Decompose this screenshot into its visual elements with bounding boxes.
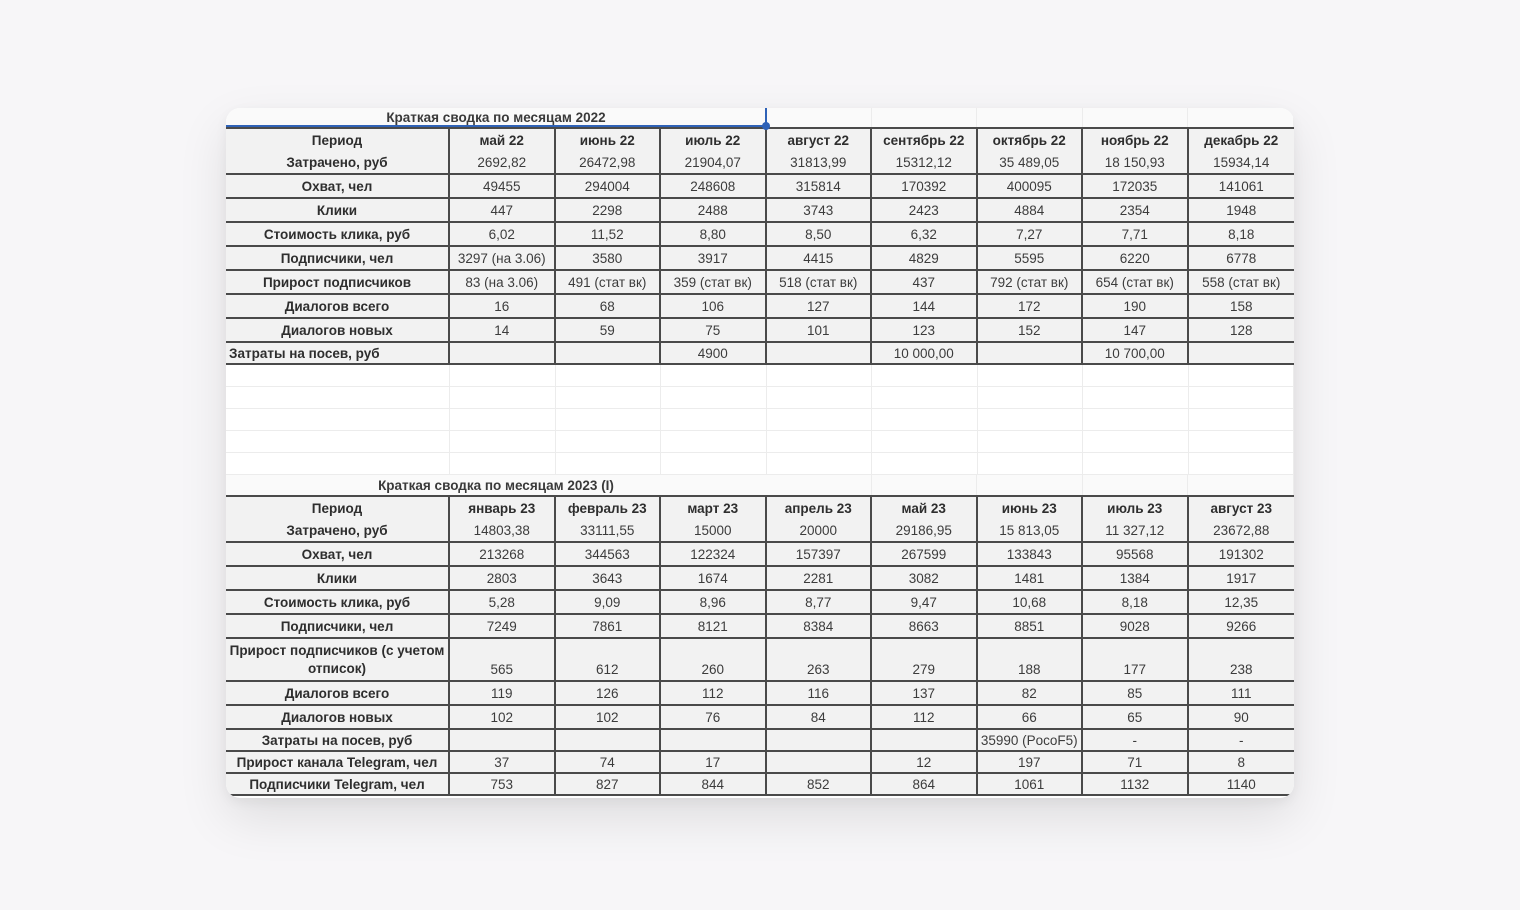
data-cell[interactable]: 2692,82 (450, 151, 556, 175)
data-cell[interactable]: 753 (450, 774, 556, 796)
data-cell[interactable]: 864 (872, 774, 978, 796)
data-cell[interactable]: 191302 (1189, 543, 1295, 567)
data-cell[interactable]: 65 (1083, 706, 1189, 730)
data-cell[interactable]: 112 (661, 682, 767, 706)
empty-row (226, 409, 1294, 431)
data-cell[interactable]: 9266 (1189, 615, 1295, 639)
data-cell[interactable]: 4900 (661, 343, 767, 365)
data-cell[interactable]: 1140 (1189, 774, 1295, 796)
data-cell[interactable]: 10 700,00 (1083, 343, 1189, 365)
data-cell[interactable]: 157397 (767, 543, 873, 567)
month-header[interactable]: октябрь 22 (978, 129, 1084, 153)
data-cell[interactable]: 111 (1189, 682, 1295, 706)
data-cell[interactable]: 133843 (978, 543, 1084, 567)
data-cell[interactable]: 84 (767, 706, 873, 730)
data-cell[interactable]: 23672,88 (1189, 519, 1295, 543)
data-cell[interactable]: 3917 (661, 247, 767, 271)
data-cell[interactable]: 33111,55 (556, 519, 662, 543)
empty-cell[interactable] (872, 409, 978, 431)
data-cell[interactable] (450, 730, 556, 752)
empty-cell[interactable] (1083, 431, 1189, 453)
data-cell[interactable] (450, 343, 556, 365)
table-row (226, 199, 1294, 223)
table-row (226, 519, 1294, 543)
data-cell[interactable]: 1948 (1189, 199, 1295, 223)
data-cell[interactable]: 3297 (на 3.06) (450, 247, 556, 271)
table-row (226, 247, 1294, 271)
empty-cell[interactable] (556, 431, 662, 453)
data-cell[interactable]: 37 (450, 752, 556, 774)
month-header[interactable]: август 23 (1189, 497, 1295, 521)
month-header[interactable]: июнь 23 (978, 497, 1084, 521)
data-cell[interactable]: 147 (1083, 319, 1189, 343)
data-cell[interactable]: 6220 (1083, 247, 1189, 271)
data-cell[interactable]: 279 (872, 639, 978, 682)
month-header[interactable]: июль 22 (661, 129, 767, 153)
spreadsheet-screenshot-card (226, 108, 1294, 798)
data-cell[interactable]: 844 (661, 774, 767, 796)
data-cell[interactable]: 12,35 (1189, 591, 1295, 615)
empty-cell[interactable] (661, 431, 767, 453)
data-cell[interactable]: 10,68 (978, 591, 1084, 615)
data-cell[interactable]: 15312,12 (872, 151, 978, 175)
empty-cell[interactable] (556, 409, 662, 431)
empty-cell[interactable] (1083, 409, 1189, 431)
data-cell[interactable]: 15 813,05 (978, 519, 1084, 543)
data-cell[interactable]: 8,96 (661, 591, 767, 615)
data-cell[interactable]: 35990 (PocoF5) (978, 730, 1084, 752)
empty-cell[interactable] (1083, 475, 1189, 495)
table-row (226, 774, 1294, 796)
data-cell[interactable]: 8384 (767, 615, 873, 639)
data-cell[interactable]: 9,47 (872, 591, 978, 615)
data-cell[interactable]: 1917 (1189, 567, 1295, 591)
table-title-row (226, 475, 1294, 495)
data-cell[interactable]: 344563 (556, 543, 662, 567)
data-cell[interactable]: 101 (767, 319, 873, 343)
data-cell[interactable]: 4415 (767, 247, 873, 271)
data-cell[interactable] (556, 343, 662, 365)
data-cell[interactable]: 95568 (1083, 543, 1189, 567)
data-cell[interactable]: 123 (872, 319, 978, 343)
empty-cell[interactable] (1189, 453, 1295, 475)
data-cell[interactable]: 10 000,00 (872, 343, 978, 365)
empty-cell[interactable] (226, 409, 450, 431)
empty-cell[interactable] (767, 409, 873, 431)
data-cell[interactable]: 119 (450, 682, 556, 706)
data-cell[interactable]: 8,18 (1189, 223, 1295, 247)
table-row (226, 752, 1294, 774)
data-cell[interactable]: 3743 (767, 199, 873, 223)
data-cell[interactable]: 16 (450, 295, 556, 319)
row-label[interactable]: Диалогов всего (226, 295, 450, 319)
data-cell[interactable]: 8,80 (661, 223, 767, 247)
table-row (226, 567, 1294, 591)
month-header[interactable]: декабрь 22 (1189, 129, 1295, 153)
data-cell[interactable]: 294004 (556, 175, 662, 199)
month-header[interactable]: январь 23 (450, 497, 556, 521)
table-title: Краткая сводка по месяцам 2023 (I) (226, 475, 766, 495)
data-cell[interactable]: 15934,14 (1189, 151, 1295, 175)
data-cell[interactable]: 7249 (450, 615, 556, 639)
empty-cell[interactable] (661, 409, 767, 431)
data-cell[interactable]: 4884 (978, 199, 1084, 223)
data-cell[interactable] (767, 343, 873, 365)
data-cell[interactable]: 21904,07 (661, 151, 767, 175)
data-cell[interactable]: 6,02 (450, 223, 556, 247)
data-cell[interactable]: 75 (661, 319, 767, 343)
data-cell[interactable]: 35 489,05 (978, 151, 1084, 175)
empty-cell[interactable] (767, 365, 873, 387)
data-cell[interactable]: 4829 (872, 247, 978, 271)
data-cell[interactable]: 90 (1189, 706, 1295, 730)
data-cell[interactable]: - (1083, 730, 1189, 752)
data-cell[interactable]: 102 (556, 706, 662, 730)
empty-cell[interactable] (661, 387, 767, 409)
data-cell[interactable]: 1674 (661, 567, 767, 591)
empty-cell[interactable] (226, 431, 450, 453)
data-cell[interactable]: 437 (872, 271, 978, 295)
data-cell[interactable]: 74 (556, 752, 662, 774)
data-cell[interactable]: 7,71 (1083, 223, 1189, 247)
month-header[interactable]: май 23 (872, 497, 978, 521)
row-label[interactable]: Затраты на посев, руб (226, 343, 450, 365)
empty-cell[interactable] (872, 365, 978, 387)
empty-cell[interactable] (450, 365, 556, 387)
data-cell[interactable]: - (1189, 730, 1295, 752)
data-cell[interactable]: 15000 (661, 519, 767, 543)
table-row (226, 319, 1294, 343)
data-cell[interactable]: 260 (661, 639, 767, 682)
data-cell[interactable]: 128 (1189, 319, 1295, 343)
data-cell[interactable]: 8121 (661, 615, 767, 639)
data-cell[interactable]: 315814 (767, 175, 873, 199)
empty-cell[interactable] (226, 453, 450, 475)
row-label[interactable]: Диалогов всего (226, 682, 450, 706)
data-cell[interactable]: 14803,38 (450, 519, 556, 543)
empty-cell[interactable] (766, 108, 872, 127)
data-cell[interactable] (661, 730, 767, 752)
data-cell[interactable]: 1132 (1083, 774, 1189, 796)
data-cell[interactable] (872, 730, 978, 752)
data-cell[interactable]: 213268 (450, 543, 556, 567)
row-label[interactable]: Затрачено, руб (226, 519, 450, 543)
data-cell[interactable]: 14 (450, 319, 556, 343)
data-cell[interactable]: 1384 (1083, 567, 1189, 591)
empty-cell[interactable] (1188, 108, 1294, 127)
data-cell[interactable]: 197 (978, 752, 1084, 774)
empty-cell[interactable] (1189, 387, 1295, 409)
row-label[interactable]: Охват, чел (226, 175, 450, 199)
data-cell[interactable]: 3643 (556, 567, 662, 591)
data-cell[interactable]: 263 (767, 639, 873, 682)
empty-cell[interactable] (226, 365, 450, 387)
data-cell[interactable]: 106 (661, 295, 767, 319)
empty-cell[interactable] (661, 453, 767, 475)
empty-cell[interactable] (556, 453, 662, 475)
empty-cell[interactable] (1189, 365, 1295, 387)
data-cell[interactable]: 792 (стат вк) (978, 271, 1084, 295)
data-cell[interactable]: 2298 (556, 199, 662, 223)
data-cell[interactable]: 158 (1189, 295, 1295, 319)
row-label[interactable]: Клики (226, 567, 450, 591)
data-cell[interactable]: 11,52 (556, 223, 662, 247)
data-cell[interactable]: 8851 (978, 615, 1084, 639)
data-cell[interactable]: 2423 (872, 199, 978, 223)
month-header[interactable]: июнь 22 (556, 129, 662, 153)
month-header[interactable]: апрель 23 (767, 497, 873, 521)
empty-cell[interactable] (977, 108, 1083, 127)
table-header-row (226, 127, 1294, 153)
row-label[interactable]: Подписчики, чел (226, 615, 450, 639)
table-row (226, 295, 1294, 319)
table-row (226, 730, 1294, 752)
data-cell[interactable]: 18 150,93 (1083, 151, 1189, 175)
data-cell[interactable]: 49455 (450, 175, 556, 199)
empty-cell[interactable] (1083, 387, 1189, 409)
data-cell[interactable]: 66 (978, 706, 1084, 730)
row-label[interactable]: Стоимость клика, руб (226, 591, 450, 615)
empty-cell[interactable] (978, 409, 1084, 431)
period-header[interactable]: Период (226, 497, 450, 521)
data-cell[interactable]: 612 (556, 639, 662, 682)
row-label[interactable]: Прирост подписчиков (226, 271, 450, 295)
empty-cell[interactable] (450, 431, 556, 453)
empty-cell[interactable] (872, 387, 978, 409)
data-cell[interactable]: 29186,95 (872, 519, 978, 543)
empty-cell[interactable] (1083, 453, 1189, 475)
empty-cell[interactable] (450, 453, 556, 475)
data-cell[interactable]: 2354 (1083, 199, 1189, 223)
row-label[interactable]: Клики (226, 199, 450, 223)
data-cell[interactable]: 491 (стат вк) (556, 271, 662, 295)
data-cell[interactable]: 9,09 (556, 591, 662, 615)
table-row (226, 591, 1294, 615)
month-header[interactable]: ноябрь 22 (1083, 129, 1189, 153)
data-cell[interactable]: 141061 (1189, 175, 1295, 199)
data-cell[interactable]: 190 (1083, 295, 1189, 319)
data-cell[interactable]: 558 (стат вк) (1189, 271, 1295, 295)
data-cell[interactable]: 6778 (1189, 247, 1295, 271)
data-cell[interactable]: 76 (661, 706, 767, 730)
table-row (226, 682, 1294, 706)
table-row (226, 175, 1294, 199)
data-cell[interactable]: 8663 (872, 615, 978, 639)
data-cell[interactable]: 144 (872, 295, 978, 319)
table-row (226, 343, 1294, 365)
data-cell[interactable]: 122324 (661, 543, 767, 567)
data-cell[interactable]: 359 (стат вк) (661, 271, 767, 295)
empty-cell[interactable] (767, 431, 873, 453)
data-cell[interactable]: 85 (1083, 682, 1189, 706)
data-cell[interactable]: 238 (1189, 639, 1295, 682)
empty-cell[interactable] (872, 108, 978, 127)
empty-cell[interactable] (872, 453, 978, 475)
data-cell[interactable]: 12 (872, 752, 978, 774)
table-row (226, 223, 1294, 247)
empty-cell[interactable] (450, 409, 556, 431)
data-cell[interactable]: 7861 (556, 615, 662, 639)
empty-cell[interactable] (661, 365, 767, 387)
empty-cell[interactable] (978, 365, 1084, 387)
empty-cell[interactable] (556, 365, 662, 387)
data-cell[interactable]: 172035 (1083, 175, 1189, 199)
data-cell[interactable]: 170392 (872, 175, 978, 199)
table-row (226, 706, 1294, 730)
data-cell[interactable]: 248608 (661, 175, 767, 199)
table-row (226, 151, 1294, 175)
empty-row (226, 365, 1294, 387)
data-cell[interactable]: 2803 (450, 567, 556, 591)
empty-cell[interactable] (1083, 108, 1189, 127)
row-label[interactable]: Диалогов новых (226, 319, 450, 343)
data-cell[interactable]: 7,27 (978, 223, 1084, 247)
data-cell[interactable]: 8 (1189, 752, 1295, 774)
empty-cell[interactable] (872, 475, 978, 495)
data-cell[interactable] (767, 730, 873, 752)
data-cell[interactable]: 1481 (978, 567, 1084, 591)
data-cell[interactable]: 126 (556, 682, 662, 706)
row-label[interactable]: Охват, чел (226, 543, 450, 567)
row-label[interactable]: Затрачено, руб (226, 151, 450, 175)
month-header[interactable]: июль 23 (1083, 497, 1189, 521)
row-label[interactable]: Прирост подписчиков (с учетом отписок) (226, 639, 450, 682)
data-cell[interactable] (1189, 343, 1295, 365)
empty-cell[interactable] (767, 387, 873, 409)
empty-cell[interactable] (978, 387, 1084, 409)
data-cell[interactable]: 3580 (556, 247, 662, 271)
row-label[interactable]: Подписчики Telegram, чел (226, 774, 450, 796)
month-header[interactable]: май 22 (450, 129, 556, 153)
data-cell[interactable]: 116 (767, 682, 873, 706)
empty-cell[interactable] (767, 453, 873, 475)
data-cell[interactable]: 172 (978, 295, 1084, 319)
table-row (226, 543, 1294, 567)
data-cell[interactable]: 518 (стат вк) (767, 271, 873, 295)
month-header[interactable]: март 23 (661, 497, 767, 521)
row-label[interactable]: Затраты на посев, руб (226, 730, 450, 752)
empty-cell[interactable] (556, 387, 662, 409)
data-cell[interactable]: 5,28 (450, 591, 556, 615)
data-cell[interactable]: 137 (872, 682, 978, 706)
data-cell[interactable]: 267599 (872, 543, 978, 567)
data-cell[interactable]: 68 (556, 295, 662, 319)
table-row (226, 271, 1294, 295)
data-cell[interactable]: 83 (на 3.06) (450, 271, 556, 295)
selection-fill-handle[interactable] (762, 122, 770, 130)
data-cell[interactable] (978, 343, 1084, 365)
table-row (226, 615, 1294, 639)
data-cell[interactable]: 400095 (978, 175, 1084, 199)
data-cell[interactable]: 71 (1083, 752, 1189, 774)
empty-cell[interactable] (450, 387, 556, 409)
data-cell[interactable]: 102 (450, 706, 556, 730)
data-cell[interactable]: 565 (450, 639, 556, 682)
data-cell[interactable]: 177 (1083, 639, 1189, 682)
empty-cell[interactable] (872, 431, 978, 453)
data-cell[interactable]: 17 (661, 752, 767, 774)
data-cell[interactable]: 8,77 (767, 591, 873, 615)
data-cell[interactable]: 654 (стат вк) (1083, 271, 1189, 295)
data-cell[interactable]: 2281 (767, 567, 873, 591)
empty-cell[interactable] (1083, 365, 1189, 387)
data-cell[interactable]: 5595 (978, 247, 1084, 271)
table-title: Краткая сводка по месяцам 2022 (226, 108, 766, 127)
data-cell[interactable]: 1061 (978, 774, 1084, 796)
empty-row (226, 431, 1294, 453)
empty-cell[interactable] (1189, 431, 1295, 453)
data-cell[interactable]: 31813,99 (767, 151, 873, 175)
empty-cell[interactable] (1188, 475, 1294, 495)
month-header[interactable]: сентябрь 22 (872, 129, 978, 153)
empty-row (226, 453, 1294, 475)
data-cell[interactable]: 8,50 (767, 223, 873, 247)
empty-cell[interactable] (978, 453, 1084, 475)
data-cell[interactable]: 447 (450, 199, 556, 223)
data-cell[interactable]: 9028 (1083, 615, 1189, 639)
data-cell[interactable]: 59 (556, 319, 662, 343)
data-cell[interactable] (767, 752, 873, 774)
data-cell[interactable]: 852 (767, 774, 873, 796)
data-cell[interactable]: 26472,98 (556, 151, 662, 175)
data-cell[interactable]: 127 (767, 295, 873, 319)
data-cell[interactable]: 11 327,12 (1083, 519, 1189, 543)
data-cell[interactable]: 112 (872, 706, 978, 730)
data-cell[interactable]: 188 (978, 639, 1084, 682)
data-cell[interactable]: 8,18 (1083, 591, 1189, 615)
row-label[interactable]: Стоимость клика, руб (226, 223, 450, 247)
data-cell[interactable]: 20000 (767, 519, 873, 543)
data-cell[interactable]: 152 (978, 319, 1084, 343)
row-label[interactable]: Диалогов новых (226, 706, 450, 730)
data-cell[interactable]: 827 (556, 774, 662, 796)
data-cell[interactable]: 2488 (661, 199, 767, 223)
empty-row (226, 387, 1294, 409)
table-header-row (226, 495, 1294, 521)
empty-cell[interactable] (1189, 409, 1295, 431)
spreadsheet-grid (226, 108, 1294, 798)
cell-selection-border (226, 125, 766, 127)
month-header[interactable]: февраль 23 (556, 497, 662, 521)
data-cell[interactable]: 6,32 (872, 223, 978, 247)
data-cell[interactable]: 3082 (872, 567, 978, 591)
data-cell[interactable]: 82 (978, 682, 1084, 706)
empty-cell[interactable] (978, 431, 1084, 453)
empty-cell[interactable] (766, 475, 872, 495)
row-label[interactable]: Прирост канала Telegram, чел (226, 752, 450, 774)
table-row (226, 639, 1294, 682)
empty-cell[interactable] (226, 387, 450, 409)
row-label[interactable]: Подписчики, чел (226, 247, 450, 271)
month-header[interactable]: август 22 (767, 129, 873, 153)
data-cell[interactable] (556, 730, 662, 752)
empty-cell[interactable] (977, 475, 1083, 495)
period-header[interactable]: Период (226, 129, 450, 153)
